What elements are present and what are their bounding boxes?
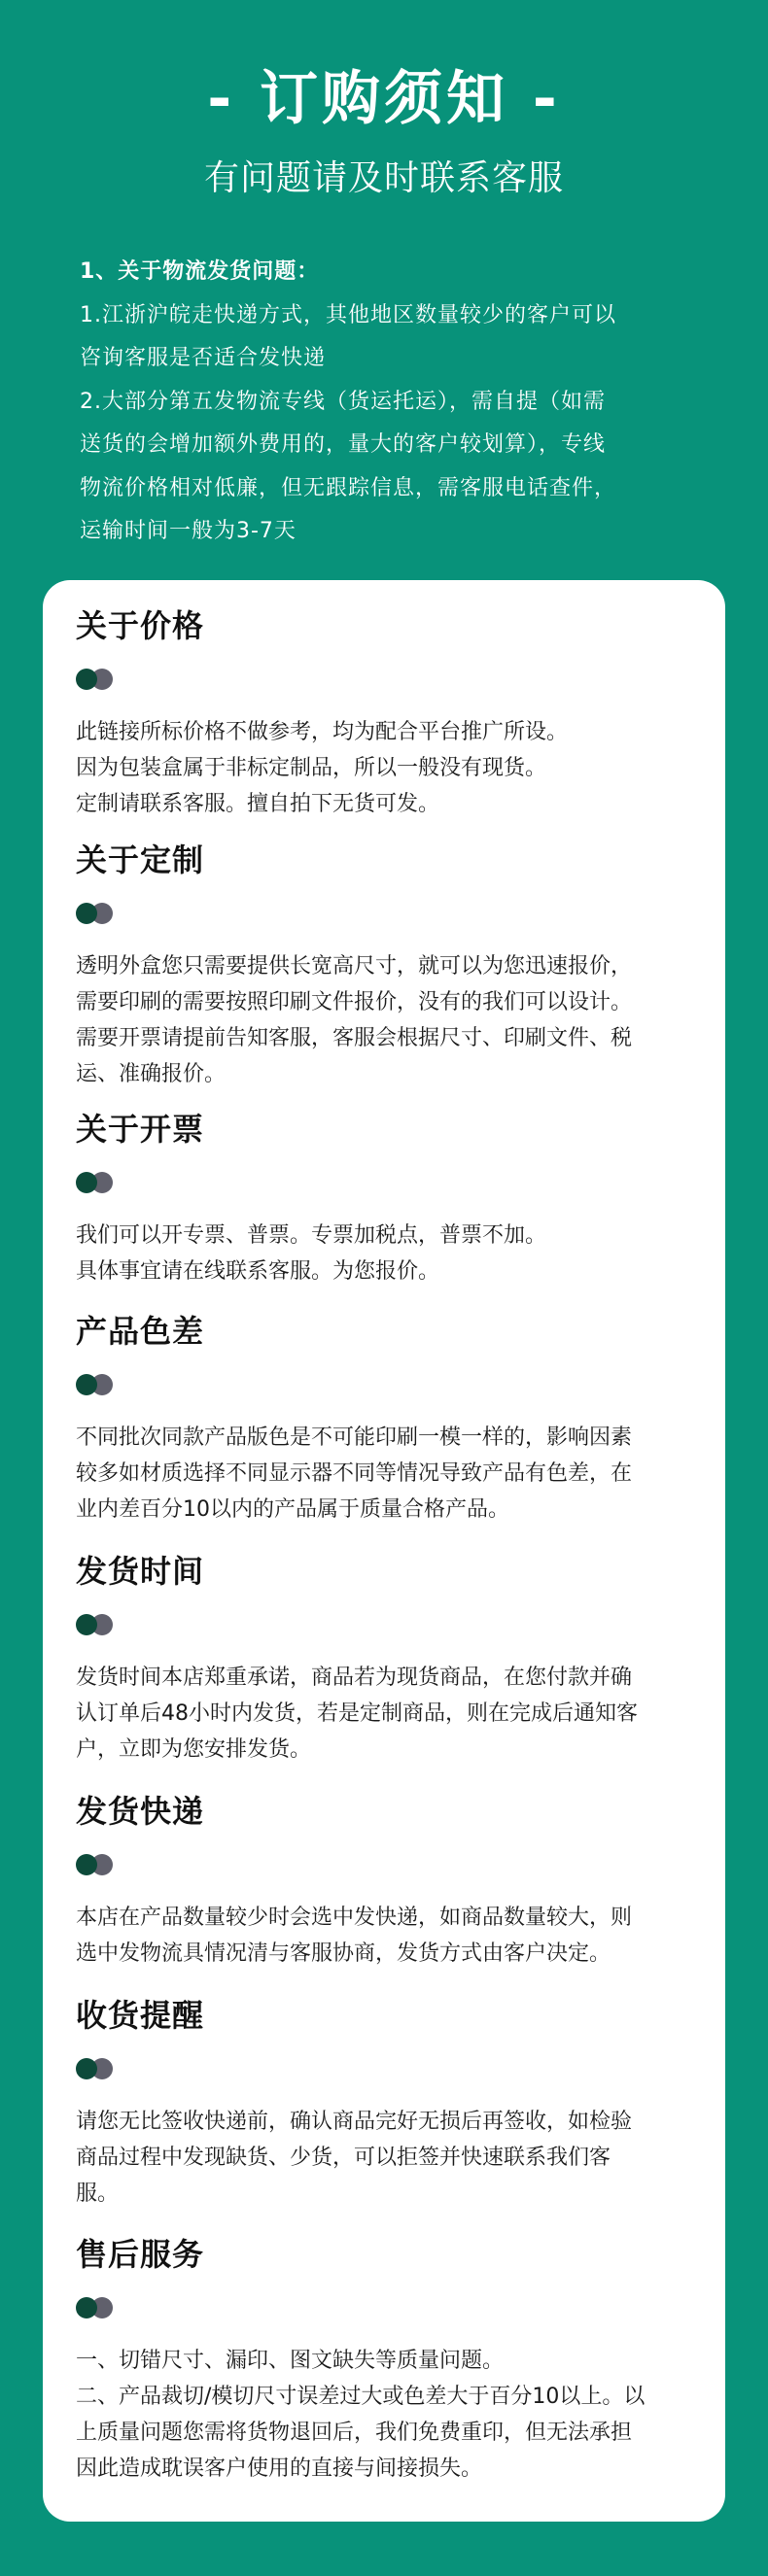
section-express (76, 1787, 694, 1972)
section-line: 不同批次同款产品版色是不可能印刷一模一样的，影响因素 (76, 1425, 633, 1450)
section-body (76, 2343, 694, 2487)
shipping-notice-line: 运输时间一般为3-7天 (80, 519, 297, 543)
section-line: 我们可以开专票、普票。专票加税点，普票不加。 (76, 1223, 547, 1248)
section-title: 收货提醒 (76, 1997, 205, 2034)
page-subtitle: 有问题请及时联系客服 (203, 158, 564, 198)
dots-icon (76, 1169, 115, 1194)
section-line: 请您无比签收快递前，确认商品完好无损后再签收，如检验 (76, 2110, 633, 2134)
section-title: 售后服务 (76, 2236, 205, 2273)
section-line: 二、产品裁切/模切尺寸误差过大或色差大于百分10以上。以 (76, 2385, 646, 2409)
section-line: 较多如材质选择不同显示器不同等情况导致产品有色差，在 (76, 1461, 633, 1486)
section-body (76, 1660, 694, 1768)
shipping-notice-line: 物流价格相对低廉，但无跟踪信息，需客服电话查件， (80, 475, 617, 500)
page-title: - 订购须知 - (207, 65, 561, 133)
section-line: 认订单后48小时内发货，若是定制商品，则在完成后通知客 (76, 1701, 638, 1726)
section-line: 此链接所标价格不做参考，均为配合平台推广所设。 (76, 720, 569, 744)
section-line: 户，立即为您安排发货。 (76, 1737, 312, 1762)
dots-icon (76, 666, 115, 691)
section-body (76, 714, 694, 822)
section-invoice (76, 1105, 694, 1289)
dots-icon (76, 900, 115, 925)
section-line: 服。 (76, 2181, 120, 2206)
shipping-notice-line: 1.江浙沪皖走快递方式，其他地区数量较少的客户可以 (80, 302, 616, 327)
section-line: 定制请联系客服。擅自拍下无货可发。 (76, 792, 440, 816)
section-line: 发货时间本店郑重承诺，商品若为现货商品，在您付款并确 (76, 1666, 633, 1690)
section-body (76, 1900, 694, 1972)
section-line: 一、切错尺寸、漏印、图文缺失等质量问题。 (76, 2349, 505, 2373)
section-body (76, 2104, 694, 2212)
section-after-sales (76, 2230, 694, 2487)
section-title: 关于价格 (76, 607, 205, 644)
section-body (76, 1420, 694, 1528)
section-price (76, 601, 694, 822)
dots-icon (76, 2294, 115, 2319)
section-color-difference (76, 1307, 694, 1528)
info-card (43, 580, 725, 2522)
section-line: 需要开票请提前告知客服，客服会根据尺寸、印刷文件、税 (76, 1026, 633, 1050)
section-line: 业内差百分10以内的产品属于质量合格产品。 (76, 1497, 509, 1522)
shipping-notice-line: 2.大部分第五发物流专线（货运托运），需自提（如需 (80, 389, 606, 414)
dots-icon (76, 1611, 115, 1636)
section-line: 因为包装盒属于非标定制品，所以一般没有现货。 (76, 756, 547, 780)
section-line: 运、准确报价。 (76, 1062, 227, 1086)
section-line: 透明外盒您只需要提供长宽高尺寸，就可以为您迅速报价， (76, 954, 633, 979)
dots-icon (76, 1371, 115, 1396)
section-line: 因此造成耽误客户使用的直接与间接损失。 (76, 2456, 483, 2481)
section-body (76, 1218, 694, 1289)
shipping-notice (80, 251, 692, 554)
section-custom (76, 836, 694, 1092)
section-line: 选中发物流具情况清与客服协商，发货方式由客户决定。 (76, 1941, 611, 1966)
dots-icon (76, 2055, 115, 2080)
section-title: 发货快递 (76, 1793, 205, 1830)
section-line: 商品过程中发现缺货、少货，可以拒签并快速联系我们客 (76, 2146, 611, 2170)
section-line: 具体事宜请在线联系客服。为您报价。 (76, 1259, 440, 1284)
dots-icon (76, 1851, 115, 1876)
section-title: 关于开票 (76, 1111, 205, 1148)
shipping-notice-heading: 1、关于物流发货问题： (80, 259, 320, 284)
section-body (76, 948, 694, 1092)
section-line: 本店在产品数量较少时会选中发快递，如商品数量较大，则 (76, 1906, 633, 1930)
section-title: 关于定制 (76, 841, 205, 878)
section-line: 上质量问题您需将货物退回后，我们免费重印，但无法承担 (76, 2421, 633, 2445)
section-receipt-reminder (76, 1991, 694, 2212)
section-title: 发货时间 (76, 1553, 205, 1590)
shipping-notice-line: 送货的会增加额外费用的，量大的客户较划算），专线 (80, 432, 607, 457)
section-title: 产品色差 (76, 1313, 205, 1350)
shipping-notice-line: 咨询客服是否适合发快递 (80, 346, 327, 370)
section-line: 需要印刷的需要按照印刷文件报价，没有的我们可以设计。 (76, 990, 633, 1014)
section-delivery-time (76, 1547, 694, 1768)
